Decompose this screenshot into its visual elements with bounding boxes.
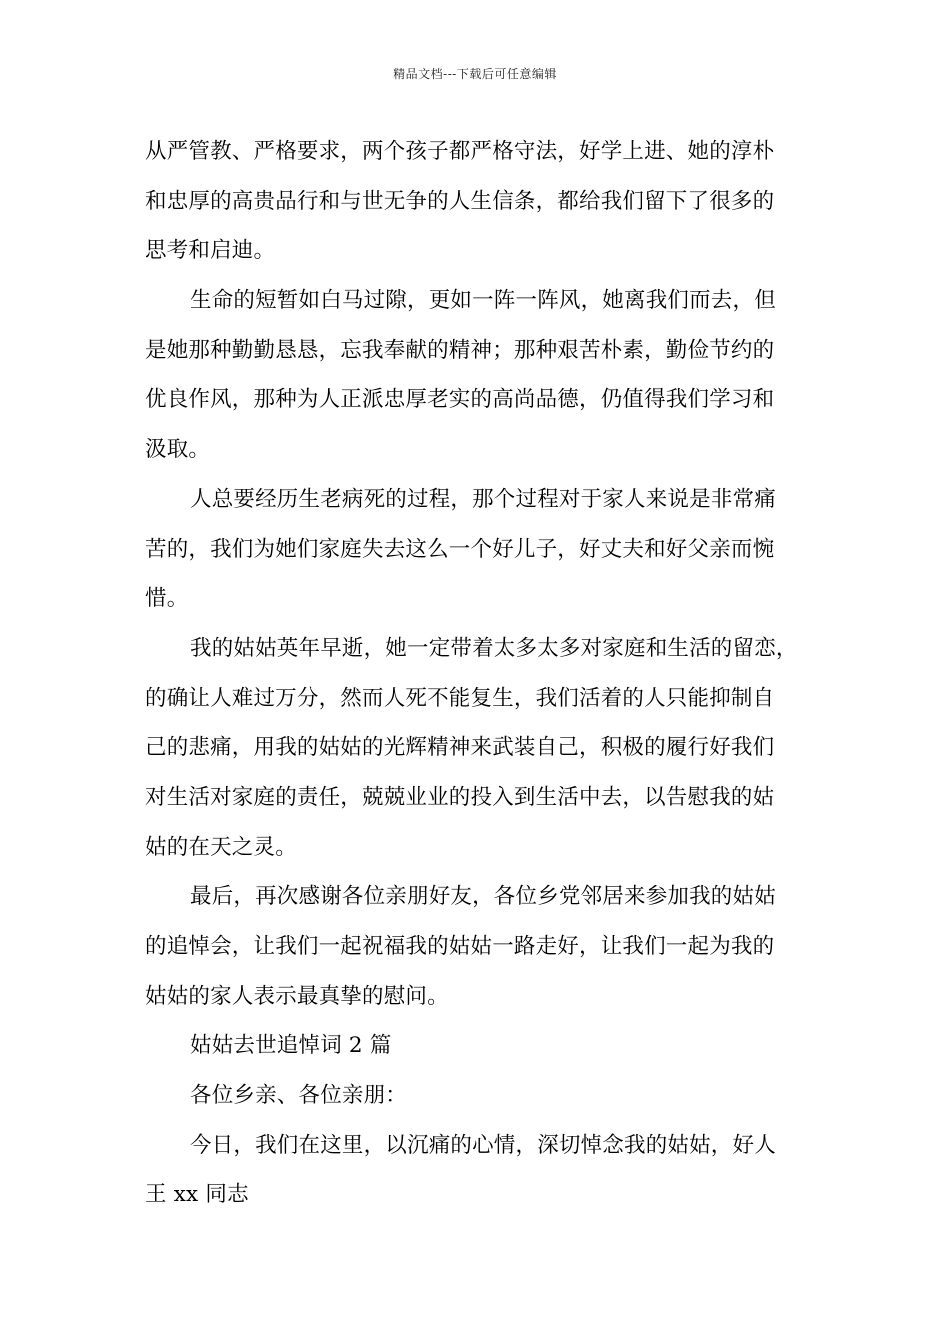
body-line: 对生活对家庭的责任，兢兢业业的投入到生活中去，以告慰我的姑 bbox=[145, 784, 775, 810]
body-line: 汲取。 bbox=[145, 437, 211, 463]
body-line: 姑的在天之灵。 bbox=[145, 834, 297, 860]
paragraph-start-line: 最后，再次感谢各位亲朋好友，各位乡党邻居来参加我的姑姑 bbox=[190, 884, 776, 910]
body-line: 王 xx 同志 bbox=[145, 1182, 249, 1208]
page-header: 精品文档---下载后可任意编辑 bbox=[393, 67, 557, 81]
body-line: 的追悼会，让我们一起祝福我的姑姑一路走好，让我们一起为我的 bbox=[145, 934, 775, 959]
body-line: 和忠厚的高贵品行和与世无争的人生信条，都给我们留下了很多的 bbox=[145, 188, 775, 214]
body-line: 从严管教、严格要求，两个孩子都严格守法，好学上进、她的淳朴 bbox=[145, 139, 775, 164]
body-line: 己的悲痛，用我的姑姑的光辉精神来武装自己，积极的履行好我们 bbox=[145, 735, 775, 761]
salutation: 各位乡亲、各位亲朋： bbox=[190, 1083, 408, 1109]
body-line: 优良作风，那种为人正派忠厚老实的高尚品德，仍值得我们学习和 bbox=[145, 387, 775, 413]
body-line: 是她那种勤勤恳恳，忘我奉献的精神；那种艰苦朴素，勤俭节约的 bbox=[145, 337, 775, 363]
body-line: 思考和启迪。 bbox=[145, 238, 276, 264]
body-line: 惜。 bbox=[145, 586, 189, 612]
body-line: 姑姑的家人表示最真挚的慰问。 bbox=[145, 983, 449, 1009]
paragraph-start-line: 今日，我们在这里，以沉痛的心情，深切悼念我的姑姑，好人 bbox=[190, 1132, 776, 1158]
body-line: 的确让人难过万分，然而人死不能复生，我们活着的人只能抑制自 bbox=[145, 685, 775, 711]
section-title: 姑姑去世追悼词 2 篇 bbox=[190, 1033, 392, 1059]
body-line: 苦的，我们为她们家庭失去这么一个好儿子，好丈夫和好父亲而惋 bbox=[145, 536, 775, 562]
paragraph-start-line: 我的姑姑英年早逝，她一定带着太多太多对家庭和生活的留恋， bbox=[190, 635, 798, 661]
paragraph-start-line: 生命的短暂如白马过隙，更如一阵一阵风，她离我们而去，但 bbox=[190, 288, 776, 314]
document-body bbox=[145, 127, 810, 1220]
paragraph-start-line: 人总要经历生老病死的过程，那个过程对于家人来说是非常痛 bbox=[190, 486, 776, 512]
